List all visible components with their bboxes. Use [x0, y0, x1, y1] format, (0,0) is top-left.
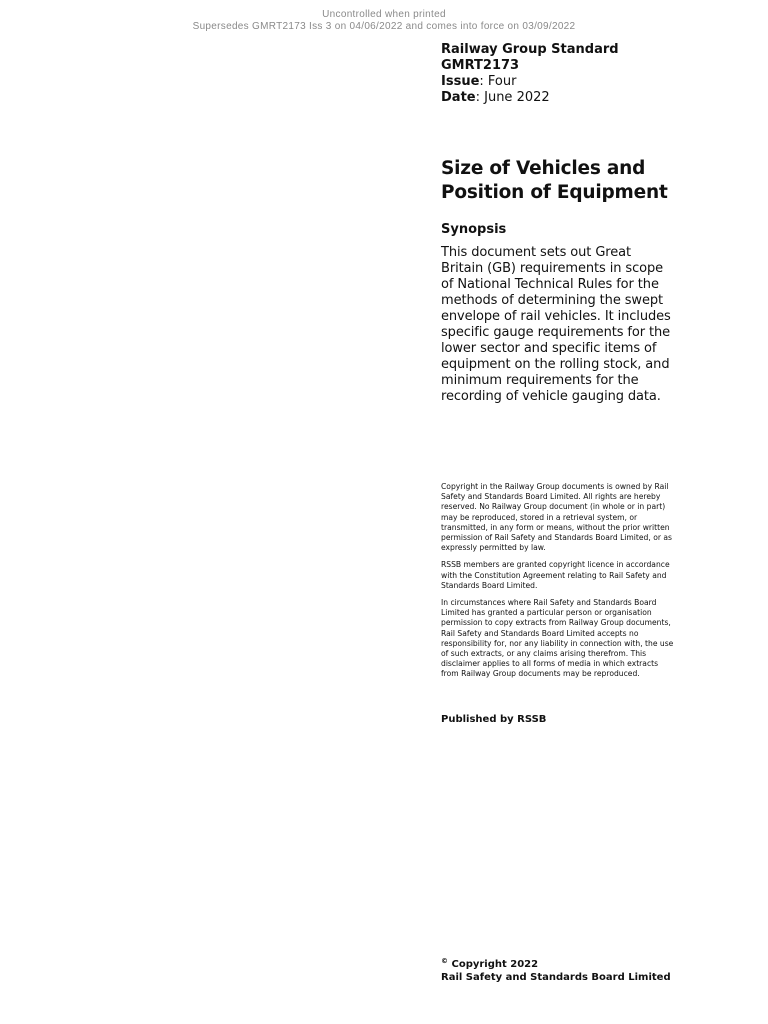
standard-type: Railway Group Standard: [441, 42, 619, 57]
uncontrolled-watermark: Uncontrolled when printed: [322, 9, 446, 20]
synopsis-heading: Synopsis: [441, 222, 507, 237]
copyright-year: Copyright 2022: [448, 959, 539, 970]
synopsis-text: This document sets out Great Britain (GB) requirements in scope of National Technical Rules for the methods of determining the swept envelope of rail vehicles. It includes specific gauge requirements for the lower sector and specific items of equipment on the rolling stock, and minimum requirements for the recording of vehicle gauging data.: [441, 245, 671, 404]
title-line-2: Position of Equipment: [441, 182, 668, 203]
supersedes-notice: Supersedes GMRT2173 Iss 3 on 04/06/2022 and comes into force on 03/09/2022: [192, 21, 576, 32]
issue-value: : Four: [479, 74, 517, 89]
publisher-line: Published by RSSB: [441, 714, 547, 725]
date-line: [441, 90, 677, 106]
footer: [441, 955, 677, 984]
copyright-line: [441, 955, 677, 971]
issue-label: Issue: [441, 74, 480, 89]
date-value: : June 2022: [475, 90, 550, 105]
company-name: Rail Safety and Standards Board Limited: [441, 972, 671, 983]
document-code: GMRT2173: [441, 58, 520, 73]
issue-line: [441, 74, 677, 90]
licence-paragraph: RSSB members are granted copyright licence in accordance with the Constitution Agreement relating to Rail Safety and Standards Board Limited.: [441, 560, 670, 590]
document-title: [441, 157, 677, 205]
copyright-paragraph: Copyright in the Railway Group documents is owned by Rail Safety and Standards Board Limited. All rights are hereby reserved. No Railway Group document (in whole or in part) may be reproduced, stored in a retrieval system, or transmitted, in any form or means, without the prior written permission of Rail Safety and Standards Board Limited, or as expressly permitted by law.: [441, 482, 673, 553]
document-metadata: [441, 42, 677, 106]
date-label: Date: [441, 90, 476, 105]
disclaimer-paragraph: In circumstances where Rail Safety and Standards Board Limited has granted a particular person or organisation permission to copy extracts from Railway Group documents, Rail Safety and Standards Board Limited accepts no responsibility for, nor any liability in connection with, the use of such extracts, or any claims arising therefrom. This disclaimer applies to all forms of media in which extracts from Railway Group documents may be reproduced.: [441, 598, 674, 679]
copyright-symbol: ©: [441, 957, 448, 965]
title-line-1: Size of Vehicles and: [441, 158, 646, 179]
legal-notice: [441, 482, 677, 687]
